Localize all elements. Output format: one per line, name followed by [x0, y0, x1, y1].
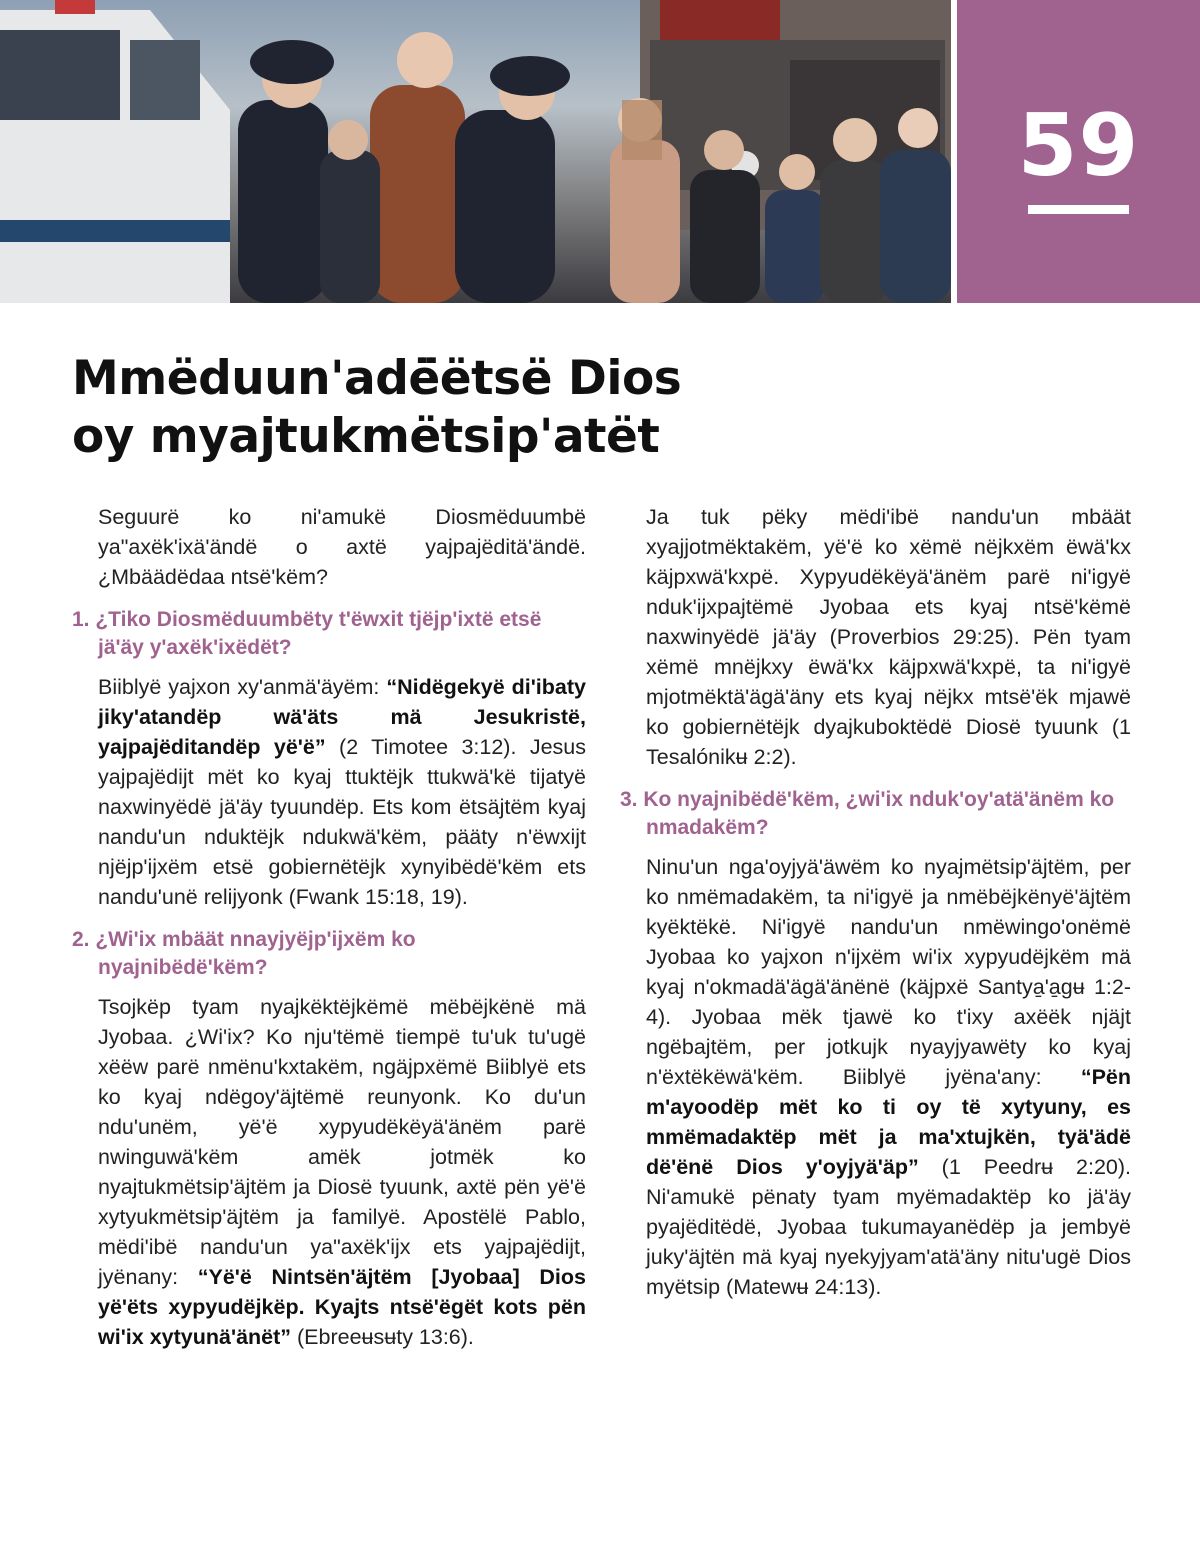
- answer-3: [620, 852, 1131, 1302]
- question-1: 1. ¿Tiko Diosmëduumbëty t'ëwxit tjëjp'ixtë etsë jä'äy y'axëk'ixëdët?: [72, 608, 542, 659]
- answer-2-quote: “Yë'ë Nintsën'äjtëm [Jyobaa] Dios yë'ëts xypyudëjkëp. Kyajts ntsë'ëgët kots pën wi'ix xytyunä'änët”: [98, 1265, 586, 1349]
- answer-3-text: Ninu'un nga'oyjyä'äwëm ko nyajmëtsip'äjtëm, per ko nmëmadakëm, ta ni'igyë ja nmëbëjkënyë'äjtëm kyëktëkë. Ni'igyë nandu'un nmëwingo'onëmë Jyobaa ko yajxon n'ijxëm wi'ix xypyudëjkëm mä kyaj n'okmadä'ägä'änënë (käjpxë Santya̱'a̱gʉ 1:2-4). Jyobaa mëk tjawë ko t'ixy axëëk njäjt ngëbajtëm, per jotkujk nyayjyawëty ko kyaj n'ëxtëkëwä'këm. Biiblyë jyëna'any:: [646, 855, 1131, 1089]
- chapter-number: 59: [1017, 96, 1140, 196]
- answer-1-quote: “Nidëgekyë di'ibaty jiky'atandëp wä'äts mä Jesukristë, yajpajëditandëp yë'ë”: [98, 675, 586, 759]
- question-3: 3. Ko nyajnibëdë'këm, ¿wi'ix nduk'oy'atä'änëm ko nmadakëm?: [620, 788, 1115, 839]
- answer-1-text-cont: (2 Timotee 3:12). Jesus yajpajëdijt mët ko kyaj ttuktëjk ttukwä'kë tijatyë naxwinyëdë jä'äy tyuundëp. Ets kom ëtsäjtëm kyaj nandu'un nduktëjk ndukwä'këm, pääty n'ëwxijt njëjp'ijxëm etsë gobiernëtëjk xynyibëdë'këm ets nandu'unë relijyonk (Fwank 15:18, 19).: [98, 735, 586, 909]
- left-column: [72, 502, 586, 1352]
- intro-paragraph: Seguurë ko ni'amukë Diosmëduumbë ya"axëk'ixä'ändë o axtë yajpajëditä'ändë. ¿Mbäädëdaa ntsë'këm?: [98, 505, 586, 589]
- title-line-1: Mmëduun'adë̈ëtsë Dios: [72, 351, 682, 406]
- answer-2-continued: Ja tuk pëky mëdi'ibë nandu'un mbäät xyajjotmëktakëm, yë'ë ko xëmë nëjkxëm ëwä'kx käjpxwä'kxpë. Xypyudëkëyä'änëm parë ni'igyë nduk'ijxpajtëmë Jyobaa ets kyaj ntsë'këmë naxwinyëdë jä'äy (Proverbios 29:25). Pën tyam xëmë mnëjkxy ëwä'kx käjpxwä'kxpë, ta ni'igyë mjotmëktä'ägä'äny ets kyaj nëjkx mtsë'ëk mjawë ko gobiernëtëjk dyajkuboktëdë Diosë tyuunk (1 Tesalónikʉ 2:2).: [646, 505, 1131, 769]
- answer-2: [72, 992, 586, 1352]
- title-line-2: oy myajtukmëtsip'atët: [72, 409, 660, 464]
- chapter-tab: [957, 0, 1200, 303]
- answer-3-quote: “Pën m'ayoodëp mët ko ti oy të xytyuny, es mmëmadaktëp mët ja ma'xtujkën, tyä'ädë dë'ënë Dios y'oyjyä'äp”: [646, 1065, 1131, 1179]
- answer-2-text-cont: (Ebreeʉsʉty 13:6).: [291, 1325, 474, 1349]
- header-photo: [0, 0, 951, 303]
- answer-1-text: Biiblyë yajxon xy'anmä'äyëm:: [98, 675, 387, 699]
- lesson-title: [72, 350, 712, 466]
- answer-1: [72, 672, 586, 912]
- chapter-underline: [1028, 205, 1129, 214]
- question-2: 2. ¿Wi'ix mbäät nnayjyëjp'ijxëm ko nyajnibëdë'këm?: [72, 928, 416, 979]
- answer-3-text-cont: (1 Peedrʉ 2:20). Ni'amukë pënaty tyam myëmadaktëp ko jä'äy pyajëditëdë, Jyobaa tukumayanëdëp ja jembyë juky'äjtën mä kyaj nyekyjyam'atä'äny nitu'ugë Dios myëtsip (Matewʉ 24:13).: [646, 1155, 1131, 1299]
- right-column: [620, 502, 1131, 1302]
- answer-2-text: Tsojkëp tyam nyajkëktëjkëmë mëbëjkënë mä Jyobaa. ¿Wi'ix? Ko nju'tëmë tiempë tu'uk tu'ugë xëëw parë nmënu'kxtakëm, ngäjpxëmë Biiblyë ets ko kyaj ndëgoy'äjtëmë reunyonk. Ko du'un ndu'unëm, yë'ë xypyudëkëyä'änëm parë nwinguwä'këm amëk jotmëk ko nyajtukmëtsip'äjtëm ja Diosë tyuunk, axtë pën yë'ë xytyukmëtsip'äjtëm ja familyë. Apostëlë Pablo, mëdi'ibë nandu'un ya"axëk'ijx ets yajpajëdijt, jyënany:: [98, 995, 586, 1289]
- arrest-scene-illustration: [0, 0, 951, 303]
